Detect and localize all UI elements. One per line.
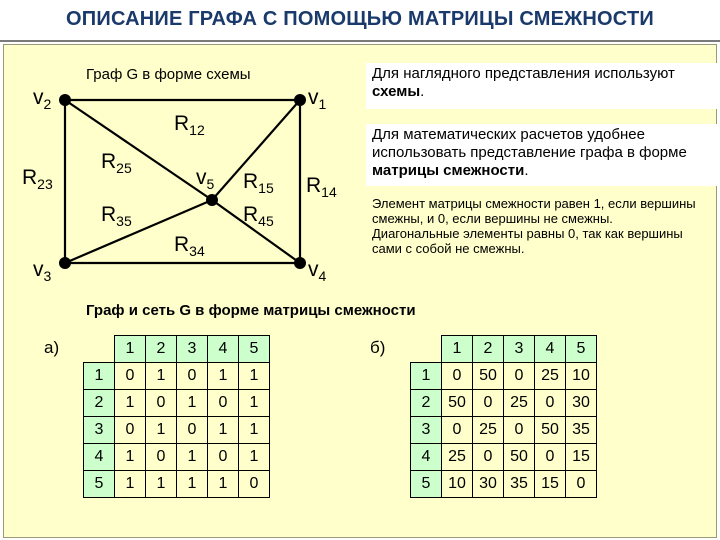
matrix-b-row-head: 2 (411, 390, 442, 417)
matrix-a-cell: 0 (115, 417, 146, 444)
matrix-a-cell: 1 (146, 471, 177, 498)
matrix-a-cell: 1 (239, 444, 270, 471)
matrix-b-cell: 30 (473, 471, 504, 498)
matrix-a-cell: 1 (115, 471, 146, 498)
matrix-b-label: б) (370, 338, 386, 357)
matrix-b-cell: 25 (442, 444, 473, 471)
matrix-a-row (84, 417, 270, 444)
matrix-b-cell: 0 (442, 417, 473, 444)
matrix-a-cell: 0 (208, 444, 239, 471)
matrix-b-cell: 25 (473, 417, 504, 444)
matrix-a-col-head: 2 (146, 336, 177, 363)
matrix-a-row-head: 4 (84, 444, 115, 471)
vertex-label-v5: $v_5$ (196, 166, 215, 192)
matrix-a-cell: 0 (177, 417, 208, 444)
matrix-a-cell: 1 (239, 390, 270, 417)
matrix-b-cell: 25 (535, 363, 566, 390)
matrix-b-col-head: 4 (535, 336, 566, 363)
note-matrix-elements (372, 196, 716, 256)
matrix-b-cell: 25 (504, 390, 535, 417)
matrix-b-corner (411, 336, 442, 363)
matrix-a-cell: 1 (115, 444, 146, 471)
matrix-b-cell: 15 (566, 444, 597, 471)
matrix-b-cell: 10 (442, 471, 473, 498)
vertex-v2 (59, 94, 71, 106)
matrix-a-header-row (84, 336, 270, 363)
matrix-b-row-head: 4 (411, 444, 442, 471)
matrix-a-cell: 1 (239, 363, 270, 390)
edge-label-r45: $R_{45}$ (243, 203, 274, 229)
matrix-a-cell: 0 (146, 444, 177, 471)
edge-label-r15: $R_{15}$ (243, 170, 274, 196)
vertex-v3 (59, 257, 71, 269)
matrix-b-row (411, 444, 597, 471)
matrix-b-cell: 0 (535, 390, 566, 417)
vertex-v5 (206, 194, 218, 206)
matrix-b-cell: 0 (504, 363, 535, 390)
matrix-a-col-head: 3 (177, 336, 208, 363)
matrix-b-cell: 50 (535, 417, 566, 444)
matrix-a-cell: 1 (208, 417, 239, 444)
edge-label-r12: $R_{12}$ (174, 112, 205, 138)
matrix-a-row-head: 2 (84, 390, 115, 417)
matrix-a-label: а) (44, 338, 60, 357)
graph-caption: Граф G в форме схемы (86, 66, 251, 83)
matrix-a-col-head: 1 (115, 336, 146, 363)
matrix-b-cell: 0 (473, 390, 504, 417)
matrix-b-col-head: 1 (442, 336, 473, 363)
vertex-label-v4: $v_4$ (308, 258, 327, 284)
matrix-b-row (411, 390, 597, 417)
note-schemes: Для наглядного представления используют схемы. (366, 63, 718, 109)
matrix-b-cell: 0 (535, 444, 566, 471)
matrix-b-cell: 10 (566, 363, 597, 390)
matrix-a-cell: 1 (208, 471, 239, 498)
matrix-b-cell: 35 (504, 471, 535, 498)
matrix-b-cell: 50 (473, 363, 504, 390)
edge-label-r23: $R_{23}$ (22, 166, 53, 192)
matrix-b-cell: 50 (442, 390, 473, 417)
matrix-b-cell: 35 (566, 417, 597, 444)
matrix-b-col-head: 5 (566, 336, 597, 363)
matrix-b-row-head: 3 (411, 417, 442, 444)
matrix-b (410, 335, 597, 498)
matrix-b-row (411, 471, 597, 498)
matrix-b-cell: 0 (504, 417, 535, 444)
matrix-b-cell: 0 (473, 444, 504, 471)
matrices-caption: Граф и сеть G в форме матрицы смежности (86, 302, 416, 319)
note-diagonal-rule: Диагональные элементы равны 0, так как вершины сами с собой не смежны. (372, 226, 683, 256)
matrix-b-cell: 15 (535, 471, 566, 498)
matrix-b-cell: 30 (566, 390, 597, 417)
matrix-b-col-head: 3 (504, 336, 535, 363)
matrix-b-row-head: 1 (411, 363, 442, 390)
matrix-a-cell: 0 (177, 363, 208, 390)
edge-label-r34: $R_{34}$ (174, 233, 205, 259)
matrix-b-header-row (411, 336, 597, 363)
edge-label-r25: $R_{25}$ (101, 150, 132, 176)
note-adjacency-rule: Элемент матрицы смежности равен 1, если вершины смежны, и 0, если вершины не смежны. (372, 196, 696, 226)
matrix-a-row-head: 1 (84, 363, 115, 390)
matrix-b-row-head: 5 (411, 471, 442, 498)
matrix-a-cell: 0 (239, 471, 270, 498)
matrix-b-col-head: 2 (473, 336, 504, 363)
matrix-b-cell: 0 (442, 363, 473, 390)
matrix-a-cell: 1 (177, 471, 208, 498)
matrix-a (83, 335, 270, 498)
matrix-a-cell: 1 (115, 390, 146, 417)
matrix-a-cell: 1 (146, 417, 177, 444)
matrix-a-row (84, 363, 270, 390)
matrix-a-cell: 0 (146, 390, 177, 417)
vertex-label-v3: $v_3$ (33, 258, 52, 284)
matrix-a-col-head: 5 (239, 336, 270, 363)
matrix-a-cell: 1 (177, 444, 208, 471)
vertex-label-v2: $v_2$ (33, 86, 52, 112)
matrix-a-row (84, 444, 270, 471)
matrix-a-cell: 1 (146, 363, 177, 390)
matrix-a-cell: 0 (208, 390, 239, 417)
note-matrix: Для математических расчетов удобнее использовать представление графа в форме матрицы смежности. (366, 124, 718, 186)
matrix-a-row (84, 471, 270, 498)
matrix-a-row-head: 3 (84, 417, 115, 444)
matrix-b-cell: 50 (504, 444, 535, 471)
matrix-b-row (411, 417, 597, 444)
matrix-a-row (84, 390, 270, 417)
matrix-a-corner (84, 336, 115, 363)
vertex-v4 (294, 257, 306, 269)
slide-title: ОПИСАНИЕ ГРАФА С ПОМОЩЬЮ МАТРИЦЫ СМЕЖНОСТИ (66, 8, 654, 30)
matrix-a-cell: 1 (177, 390, 208, 417)
matrix-a-cell: 0 (115, 363, 146, 390)
matrix-a-cell: 1 (208, 363, 239, 390)
matrix-a-col-head: 4 (208, 336, 239, 363)
matrix-a-cell: 1 (239, 417, 270, 444)
vertex-v1 (294, 94, 306, 106)
edge-label-r14: $R_{14}$ (306, 174, 337, 200)
vertex-label-v1: $v_1$ (308, 86, 327, 112)
edge-label-r35: $R_{35}$ (101, 203, 132, 229)
matrix-b-row (411, 363, 597, 390)
matrix-b-cell: 0 (566, 471, 597, 498)
matrix-a-row-head: 5 (84, 471, 115, 498)
